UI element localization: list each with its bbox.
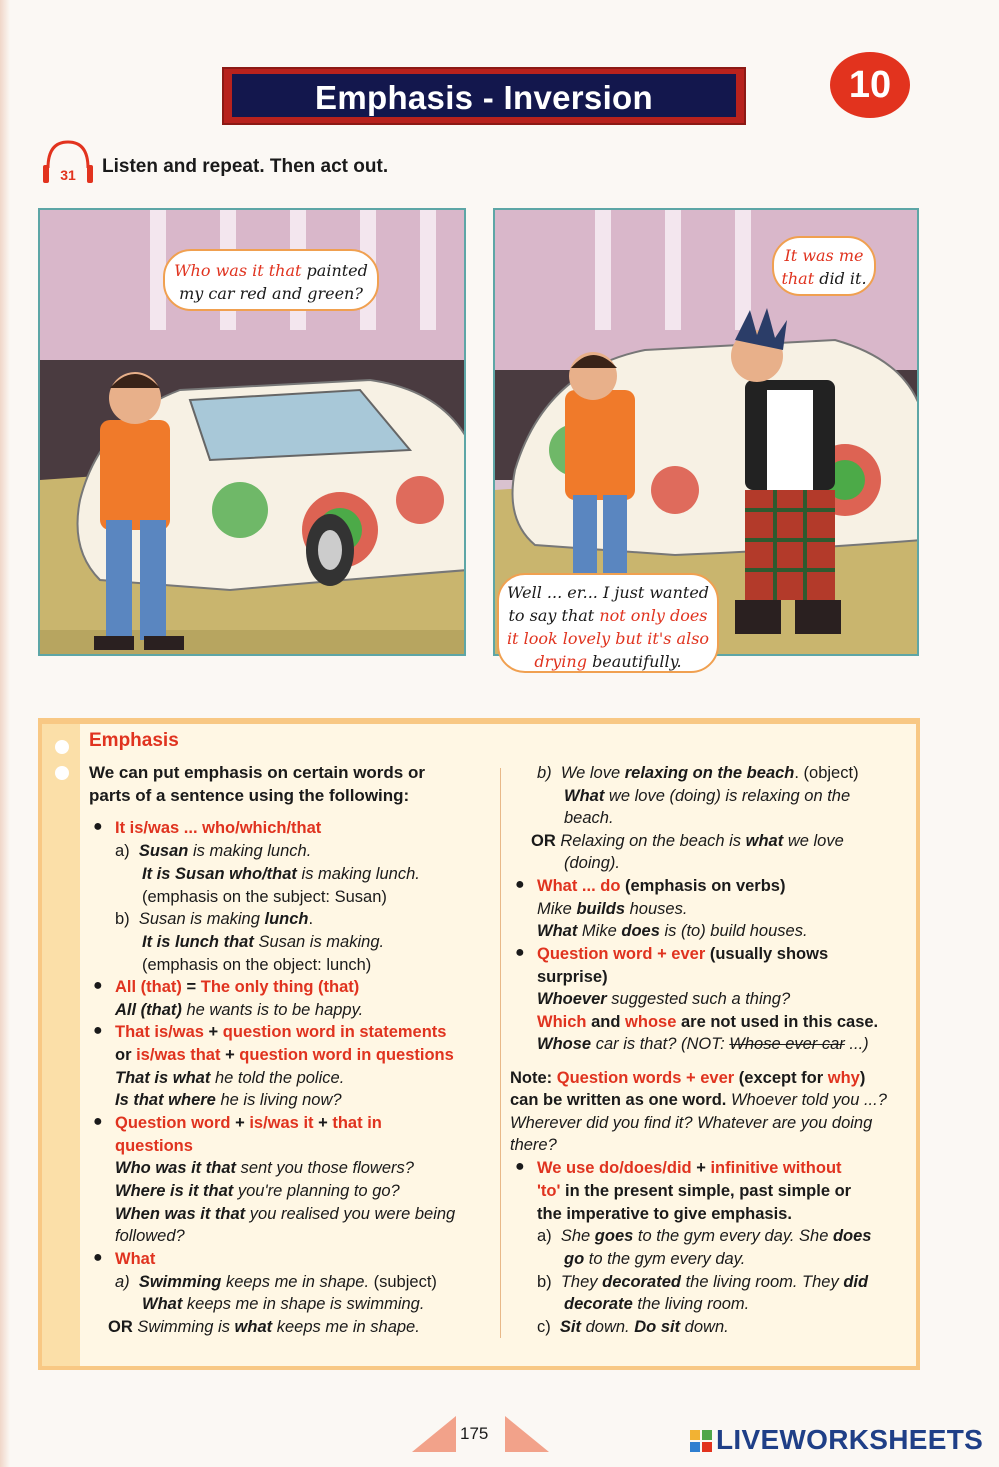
example-line: Whose car is that? (NOT: Whose ever car ...) — [537, 1035, 869, 1053]
example-line: Where is it that you're planning to go? — [115, 1182, 400, 1200]
intro-line: We can put emphasis on certain words or — [89, 763, 425, 782]
bullet-icon: ● — [93, 977, 103, 994]
rule-line: Which and whose are not used in this case. — [537, 1013, 879, 1031]
rule-line: That is/was + question word in statements — [115, 1023, 447, 1041]
example-line: go to the gym every day. — [564, 1250, 746, 1268]
decor-dot — [55, 766, 69, 780]
example-line: What we love (doing) is relaxing on the — [564, 787, 851, 805]
liveworksheets-logo-text[interactable]: LIVEWORKSHEETS — [716, 1424, 984, 1455]
grammar-side-strip — [42, 724, 80, 1366]
bullet-icon: ● — [93, 818, 103, 835]
example-line: (emphasis on the object: lunch) — [142, 956, 372, 974]
rule-line: the imperative to give emphasis. — [537, 1205, 792, 1223]
bullet-icon: ● — [93, 1113, 103, 1130]
speech-bubble-3: Well ... er... I just wanted to say that not only does it look lovely but it's also drying beautifully. — [497, 573, 719, 673]
bullet-icon: ● — [93, 1249, 103, 1266]
example-line: b) They decorated the living room. They did — [537, 1273, 869, 1291]
example-line: Mike builds houses. — [537, 900, 688, 918]
example-line: decorate the living room. — [564, 1295, 750, 1313]
rule-line: surprise) — [537, 968, 608, 986]
example-line: Whoever suggested such a thing? — [537, 990, 791, 1008]
rule-line: Question word + is/was it + that in — [115, 1114, 382, 1132]
example-line: OR Swimming is what keeps me in shape. — [108, 1318, 420, 1336]
page-title: Emphasis - Inversion — [232, 74, 736, 117]
rule-line: 'to' in the present simple, past simple or — [537, 1182, 852, 1200]
rule-line: or is/was that + question word in questions — [115, 1046, 454, 1064]
example-line: (doing). — [564, 854, 620, 872]
example-line: a) Susan is making lunch. — [115, 842, 312, 860]
example-line: All (that) he wants is to be happy. — [115, 1001, 364, 1019]
example-line: That is what he told the police. — [115, 1069, 345, 1087]
note-line: Wherever did you find it? Whatever are you doing — [510, 1114, 873, 1132]
example-line: OR Relaxing on the beach is what we love — [531, 832, 844, 850]
title-banner — [222, 67, 746, 125]
rule-line: All (that) = The only thing (that) — [115, 978, 360, 996]
column-divider — [500, 768, 501, 1338]
example-line: (emphasis on the subject: Susan) — [142, 888, 387, 906]
page-corner-left-icon — [412, 1416, 456, 1452]
example-line: c) Sit down. Do sit down. — [537, 1318, 729, 1336]
note-line: can be written as one word. Whoever told you ...? — [510, 1091, 887, 1109]
speech-bubble-2: It was me that did it. — [772, 236, 876, 296]
page-number: 175 — [460, 1424, 489, 1443]
example-line: What Mike does is (to) build houses. — [537, 922, 808, 940]
example-line: followed? — [115, 1227, 185, 1245]
page-corner-right-icon — [505, 1416, 549, 1452]
bullet-icon: ● — [93, 1022, 103, 1039]
intro-line: parts of a sentence using the following: — [89, 786, 410, 805]
grammar-heading: Emphasis — [89, 730, 179, 751]
bullet-icon: ● — [515, 876, 525, 893]
listen-text: Listen and repeat. Then act out. — [102, 156, 389, 177]
example-line: What keeps me in shape is swimming. — [142, 1295, 425, 1313]
listen-instruction — [40, 138, 470, 188]
bullet-icon: ● — [515, 1158, 525, 1175]
example-line: a) Swimming keeps me in shape. (subject) — [115, 1273, 437, 1291]
decor-dot — [55, 740, 69, 754]
example-line: beach. — [564, 809, 614, 827]
liveworksheets-logo-icon — [690, 1430, 712, 1452]
example-line: When was it that you realised you were being — [115, 1205, 456, 1223]
example-line: Is that where he is living now? — [115, 1091, 342, 1109]
example-line: Who was it that sent you those flowers? — [115, 1159, 414, 1177]
note-line: Note: Question words + ever (except for why) — [510, 1069, 866, 1087]
rule-line: We use do/does/did + infinitive without — [537, 1159, 842, 1177]
example-line: It is Susan who/that is making lunch. — [142, 865, 420, 883]
example-line: a) She goes to the gym every day. She does — [537, 1227, 872, 1245]
bullet-icon: ● — [515, 944, 525, 961]
speech-bubble-1: Who was it that painted my car red and green? — [163, 249, 379, 311]
headphones-icon[interactable] — [40, 138, 98, 188]
unit-number-badge: 10 — [830, 52, 910, 118]
example-line: b) We love relaxing on the beach. (object) — [537, 764, 859, 782]
note-line: there? — [510, 1136, 557, 1154]
example-line: b) Susan is making lunch. — [115, 910, 314, 928]
track-number: 31 — [60, 167, 76, 183]
rule-line: Question word + ever (usually shows — [537, 945, 829, 963]
example-line: It is lunch that Susan is making. — [142, 933, 385, 951]
rule-line: What — [115, 1250, 156, 1268]
rule-line: What ... do (emphasis on verbs) — [537, 877, 786, 895]
page-spine-shadow — [0, 0, 10, 1467]
rule-line: It is/was ... who/which/that — [115, 819, 322, 837]
rule-line: questions — [115, 1137, 193, 1155]
